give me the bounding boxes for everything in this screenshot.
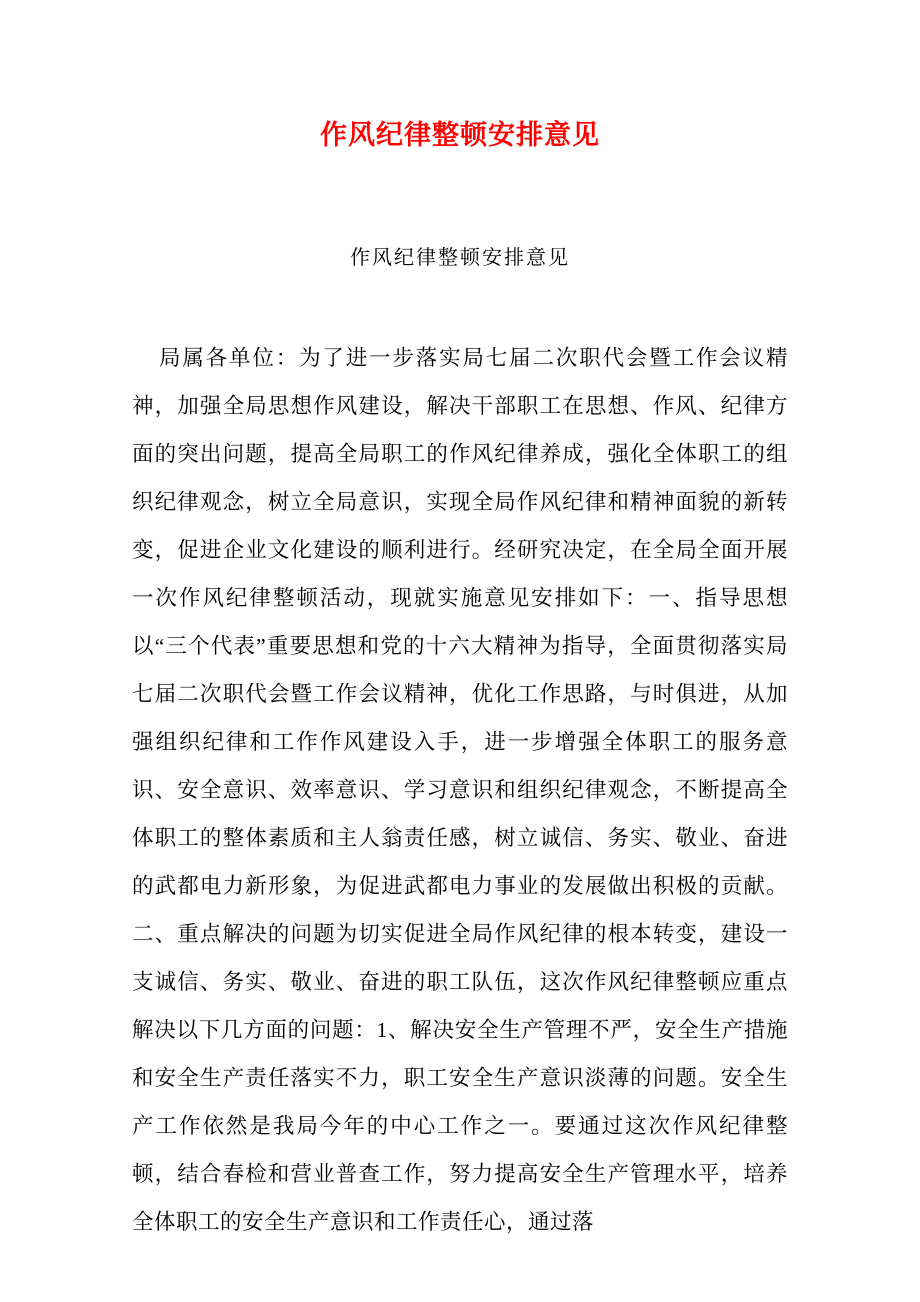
document-subtitle: 作风纪律整顿安排意见 — [350, 247, 570, 270]
document-title: 作风纪律整顿安排意见 — [320, 120, 600, 151]
document-body: 局属各单位：为了进一步落实局七届二次职代会暨工作会议精神，加强全局思想作风建设，解决干部职工在思想、作风、纪律方面的突出问题，提高全局职工的作风纪律养成，强化全体职工的组织纪律观念，树立全局意识，实现全局作风纪律和精神面貌的新转变，促进企业文化建设的顺利进行。经研究决定，在全局全面开展一次作风纪律整顿活动，现就实施意见安排如下：一、指导思想以“三个代表”重要思想和党的十六大精神为指导，全面贯彻落实局七届二次职代会暨工作会议精神，优化工作思路，与时俱进，从加强组织纪律和工作作风建设入手，进一步增强全体职工的服务意识、安全意识、效率意识、学习意识和组织纪律观念，不断提高全体职工的整体素质和主人翁责任感，树立诚信、务实、敬业、奋进的武都电力新形象，为促进武都电力事业的发展做出积极的贡献。二、重点解决的问题为切实促进全局作风纪律的根本转变，建设一支诚信、务实、敬业、奋进的职工队伍，这次作风纪律整顿应重点解决以下几方面的问题：1、解决安全生产管理不严，安全生产措施和安全生产责任落实不力，职工安全生产意识淡薄的问题。安全生产工作依然是我局今年的中心工作之一。要通过这次作风纪律整顿，结合春检和营业普查工作，努力提高安全生产管理水平，培养全体职工的安全生产意识和工作责任心，通过落 — [132, 346, 788, 1235]
